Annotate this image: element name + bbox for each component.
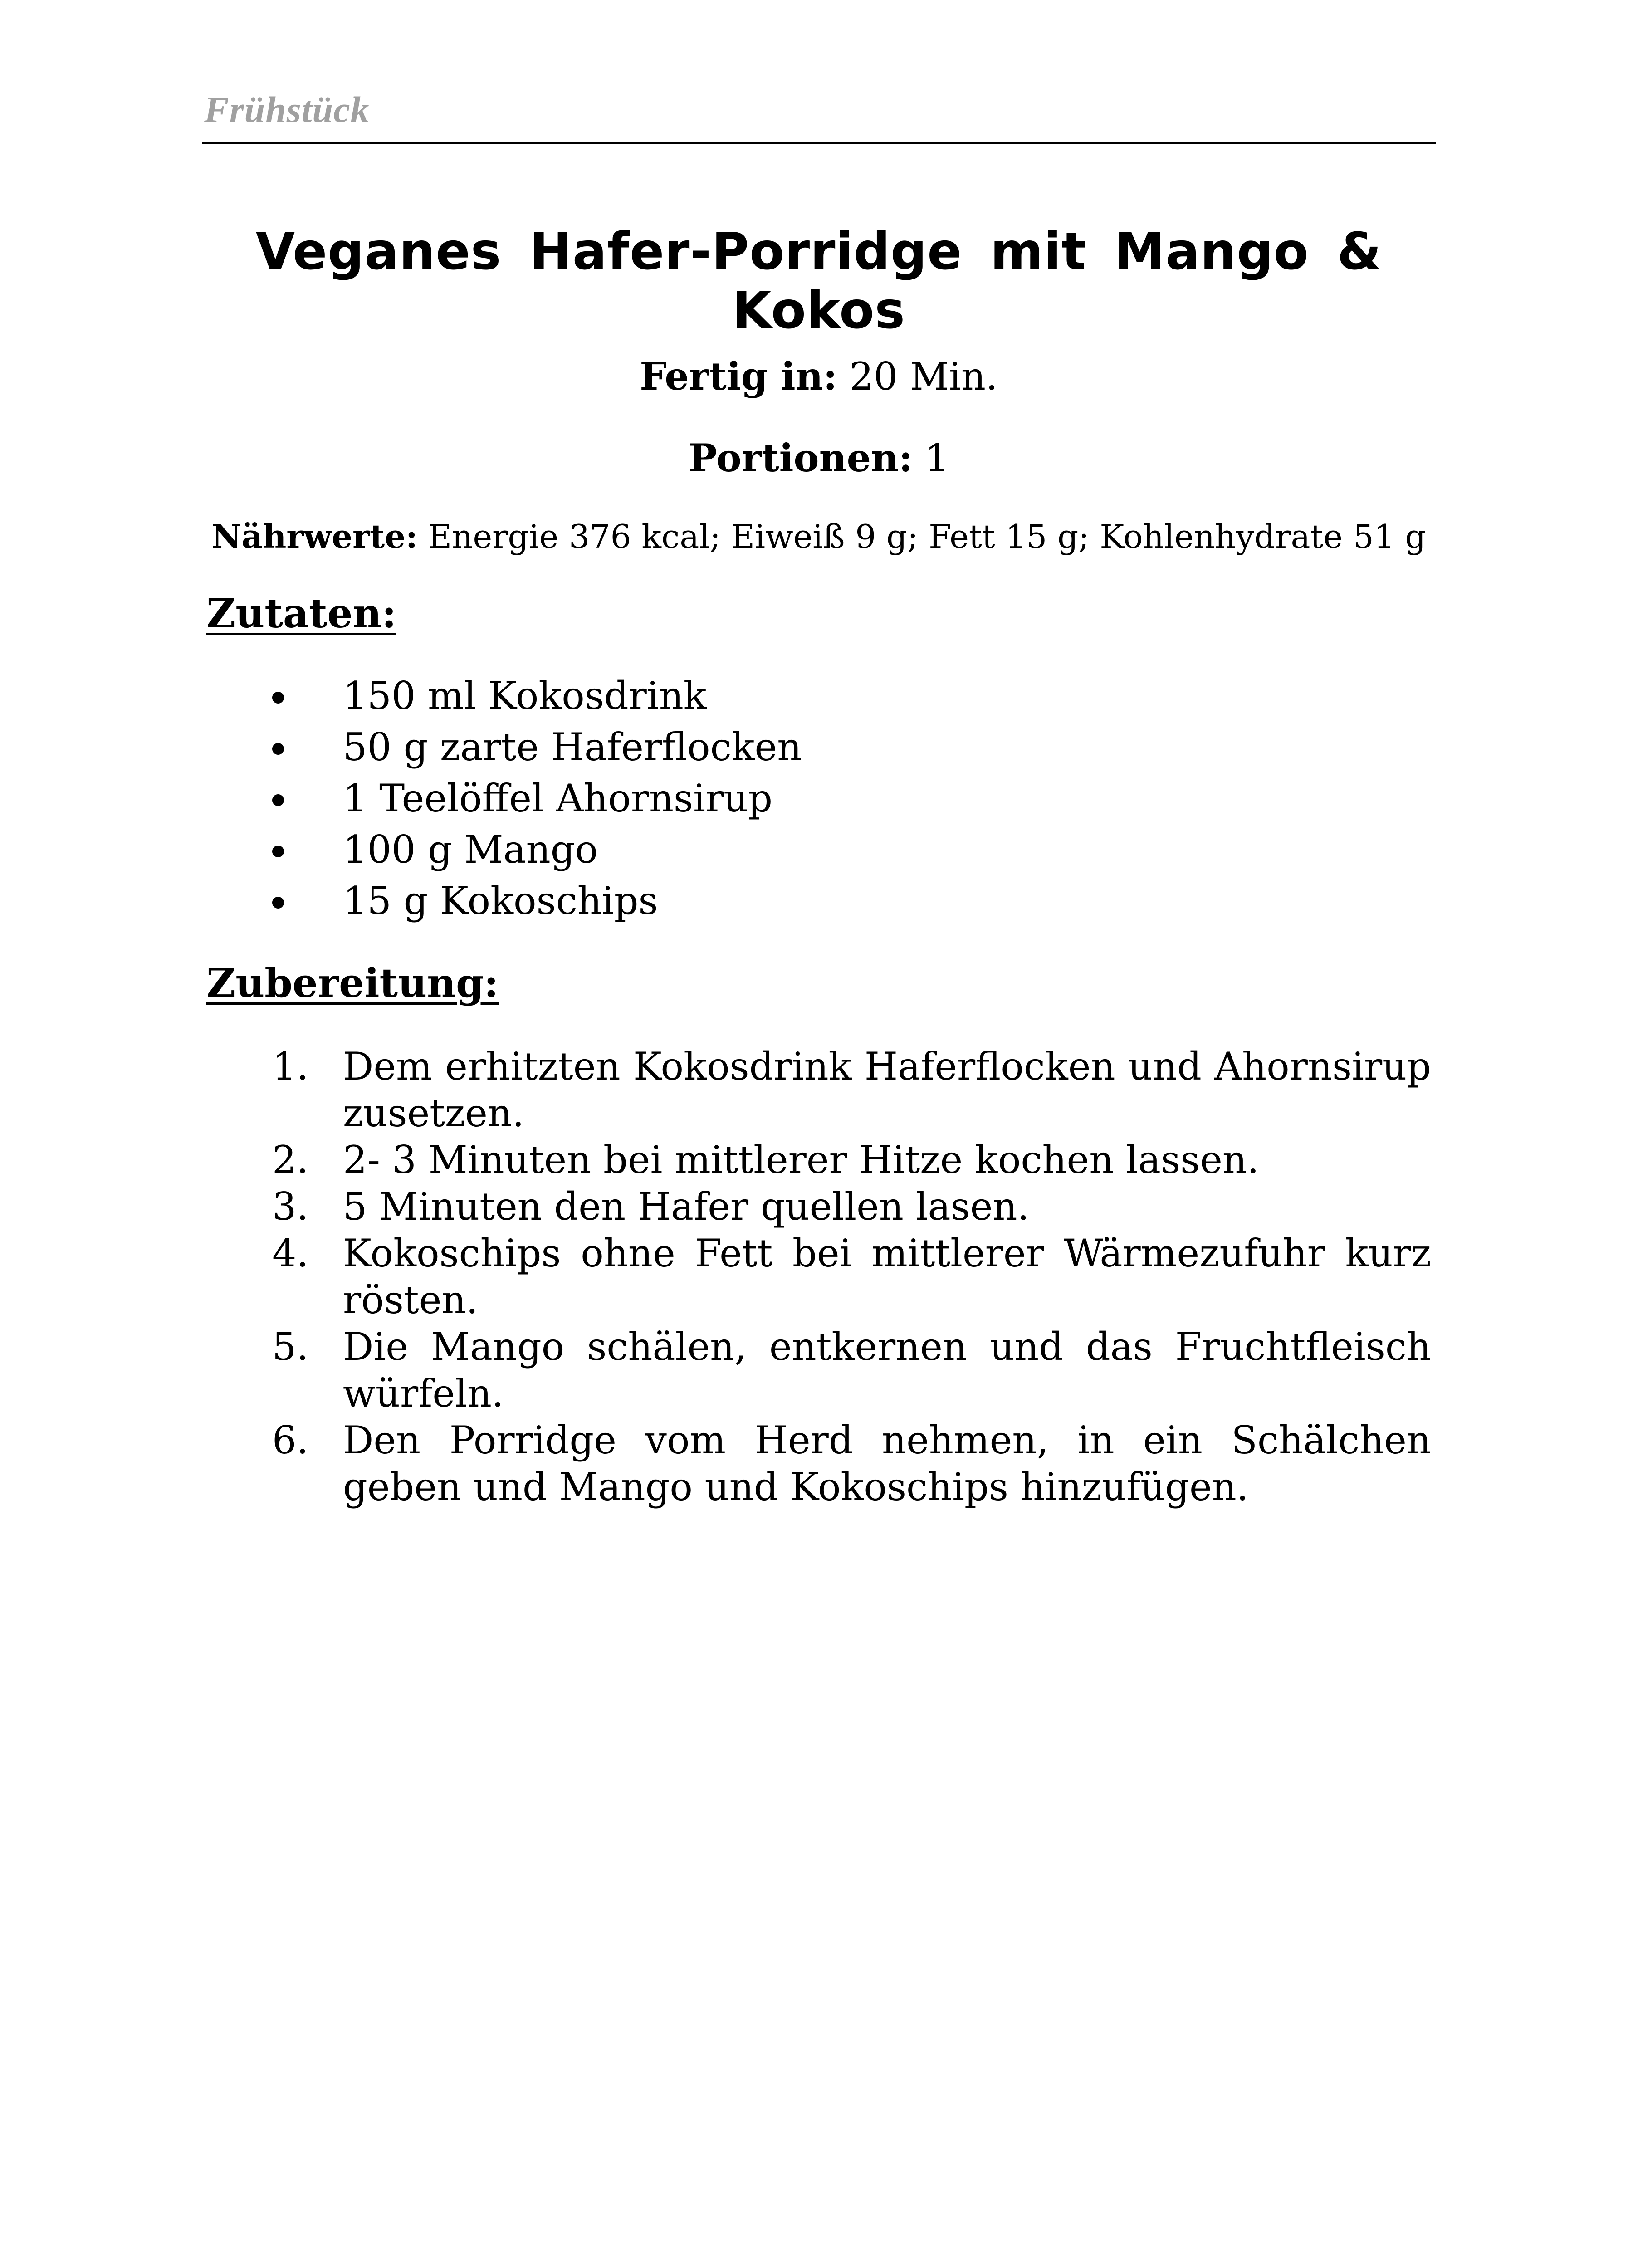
ingredient-item (272, 827, 802, 879)
prep-time-value: 20 Min. (849, 354, 998, 399)
step-text: Dem erhitzten Kokosdrink Haferflocken und Ahornsirup zusetzen. (343, 1044, 1431, 1135)
nutrition-value: Energie 376 kcal; Eiweiß 9 g; Fett 15 g; Kohlenhydrate 51 g (428, 518, 1426, 556)
step-text: 2- 3 Minuten bei mittlerer Hitze kochen lassen. (343, 1138, 1259, 1182)
ingredient-item (272, 776, 802, 827)
steps-list (272, 1043, 1431, 1510)
bullet-icon (272, 794, 284, 806)
ingredient-item (272, 725, 802, 776)
portions (202, 435, 1436, 480)
step-text: Die Mango schälen, entkernen und das Fruchtfleisch würfeln. (343, 1325, 1431, 1416)
ingredient-text: 15 g Kokoschips (343, 879, 658, 923)
header-rule (202, 142, 1436, 144)
step-number: 6. (272, 1418, 309, 1462)
portions-value: 1 (924, 436, 949, 480)
step-text: 5 Minuten den Hafer quellen lasen. (343, 1184, 1030, 1229)
ingredient-text: 150 ml Kokosdrink (343, 674, 707, 718)
step-item (272, 1230, 1431, 1324)
bullet-icon (272, 897, 284, 909)
step-number: 5. (272, 1325, 309, 1369)
ingredient-item (272, 879, 802, 930)
recipe-title: Veganes Hafer-Porridge mit Mango & Kokos (255, 222, 1382, 340)
step-item (272, 1043, 1431, 1137)
nutrition-label: Nährwerte: (211, 517, 418, 556)
ingredient-text: 50 g zarte Haferflocken (343, 725, 802, 769)
step-item (272, 1137, 1431, 1183)
step-number: 4. (272, 1231, 309, 1276)
step-number: 3. (272, 1184, 309, 1229)
ingredient-text: 100 g Mango (343, 827, 598, 872)
step-text: Kokoschips ohne Fett bei mittlerer Wärmezufuhr kurz rösten. (343, 1231, 1431, 1322)
portions-label: Portionen: (688, 435, 913, 480)
step-item (272, 1417, 1431, 1510)
step-number: 2. (272, 1138, 309, 1182)
ingredients-heading: Zutaten: (206, 590, 396, 637)
bullet-icon (272, 846, 284, 857)
running-head: Frühstück (204, 89, 370, 130)
step-item (272, 1183, 1431, 1230)
step-number: 1. (272, 1044, 309, 1089)
step-text: Den Porridge vom Herd nehmen, in ein Schälchen geben und Mango und Kokoschips hinzufügen. (343, 1418, 1431, 1509)
bullet-icon (272, 692, 284, 704)
ingredients-list (272, 674, 802, 930)
nutrition (202, 517, 1436, 556)
ingredient-item (272, 674, 802, 725)
prep-time (202, 354, 1436, 399)
prep-time-label: Fertig in: (640, 354, 837, 399)
bullet-icon (272, 743, 284, 755)
ingredient-text: 1 Teelöffel Ahornsirup (343, 776, 773, 821)
step-item (272, 1324, 1431, 1417)
preparation-heading: Zubereitung: (206, 959, 499, 1007)
